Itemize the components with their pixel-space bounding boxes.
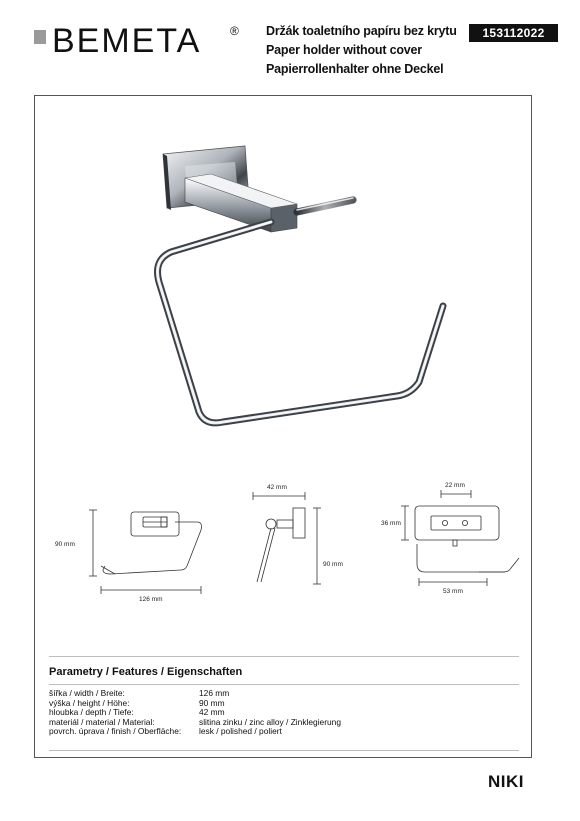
feature-label: šířka / width / Breite:: [49, 688, 125, 698]
back-view: [401, 490, 519, 586]
front-width-label: 126 mm: [139, 596, 163, 603]
features-title: Parametry / Features / Eigenschaften: [49, 666, 243, 678]
front-height-label: 90 mm: [55, 541, 75, 548]
back-height-label: 36 mm: [381, 520, 401, 527]
divider: [49, 684, 519, 685]
feature-label: výška / height / Höhe:: [49, 697, 130, 708]
front-view: [89, 510, 202, 594]
feature-value: slitina zinku / zinc alloy / Zinklegierung: [199, 716, 341, 727]
product-titles: [266, 22, 466, 79]
title-de: Papierrollenhalter ohne Deckel: [266, 62, 444, 76]
technical-drawings: [35, 96, 531, 656]
back-spacing-label: 22 mm: [445, 482, 465, 489]
back-width-label: 53 mm: [443, 588, 463, 595]
product-code: 153112022: [469, 24, 558, 42]
table-row: [49, 727, 341, 737]
header: [0, 0, 580, 90]
registered-mark: ®: [230, 24, 239, 38]
feature-label: povrch. úprava / finish / Oberfläche:: [49, 726, 182, 737]
divider: [49, 656, 519, 657]
feature-value: 126 mm: [199, 688, 230, 698]
model-name: NIKI: [488, 772, 524, 791]
title-cs: Držák toaletního papíru bez krytu: [266, 24, 457, 38]
feature-label: hloubka / depth / Tiefe:: [49, 707, 134, 718]
features-table: [49, 689, 341, 737]
feature-label: materiál / material / Material:: [49, 716, 155, 727]
logo-text: BEMETA: [52, 22, 202, 60]
logo-square-icon: [34, 30, 46, 44]
product-sheet-frame: [34, 95, 532, 758]
feature-value: lesk / polished / poliert: [199, 726, 282, 737]
feature-value: 90 mm: [199, 697, 225, 708]
side-depth-label: 42 mm: [267, 484, 287, 491]
divider: [49, 750, 519, 751]
side-view: [253, 492, 321, 584]
brand-logo: [34, 22, 254, 62]
side-height-label: 90 mm: [323, 561, 343, 568]
title-en: Paper holder without cover: [266, 43, 422, 57]
feature-value: 42 mm: [199, 707, 225, 718]
